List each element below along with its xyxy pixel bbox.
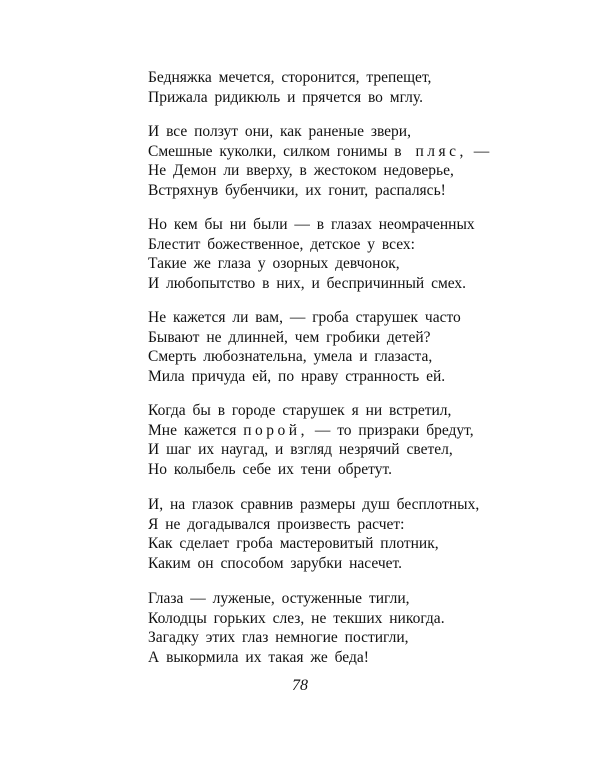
line-text: А выкормила их такая же беда! (148, 648, 369, 666)
line-text: Смерть любознательна, умела и глазаста, (148, 348, 433, 365)
stanza (148, 589, 445, 667)
verse-line (148, 88, 431, 108)
stanza (148, 122, 489, 200)
line-text: Бедняжка мечется, сторонится, трепещет, (148, 69, 432, 86)
verse-line (148, 589, 445, 609)
stanza (148, 495, 479, 573)
line-text: Не Демон ли вверху, в жестоком недоверье, (148, 162, 454, 179)
verse-line (148, 347, 461, 367)
verse-line (148, 648, 445, 668)
verse-line (148, 367, 461, 387)
verse-line (148, 328, 461, 348)
verse-line (148, 421, 474, 441)
line-text: И шаг их наугад, и взгляд незрячий светел, (148, 441, 453, 458)
line-text: Не кажется ли вам, — гроба старушек часто (148, 309, 461, 326)
line-text: Мне кажется (148, 421, 244, 439)
spaced-text: в пляс, (394, 142, 467, 160)
line-text: Такие же глаза у озорных девчонок, (148, 255, 400, 272)
verse-line (148, 254, 475, 274)
line-text: И любопытство в них, и беспричинный смех. (148, 274, 467, 292)
verse-line (148, 554, 479, 574)
verse-line (148, 609, 445, 629)
stanza (148, 308, 461, 386)
verse-line (148, 495, 479, 515)
line-text: Прижала ридикюль и прячется во мглу. (148, 88, 423, 106)
line-text: Но колыбель себе их тени обретут. (148, 460, 392, 478)
spaced-text: порой, (243, 421, 308, 439)
stanza (148, 401, 474, 479)
line-text: Колодцы горьких слез, не текших никогда. (148, 609, 445, 627)
verse-line (148, 440, 474, 460)
stanza (148, 215, 475, 293)
line-text: Смешные куколки, силком гонимы (148, 142, 395, 160)
verse-line (148, 181, 489, 201)
line-text: Но кем бы ни были — в глазах неомраченных (148, 216, 475, 233)
verse-line (148, 274, 475, 294)
verse-line (148, 68, 431, 88)
line-text: — то призраки бредут, (307, 421, 474, 439)
line-text: Каким он способом зарубки насечет. (148, 554, 402, 572)
verse-line (148, 515, 479, 535)
line-text: Блестит божественное, детское у всех: (148, 235, 415, 253)
verse-line (148, 534, 479, 554)
verse-line (148, 308, 461, 328)
verse-line (148, 628, 445, 648)
line-text: И, на глазок сравнив размеры душ бесплотных, (148, 496, 480, 513)
verse-line (148, 235, 475, 255)
line-text: Как сделает гроба мастеровитый плотник, (148, 535, 439, 552)
verse-line (148, 142, 489, 162)
line-text: И все ползут они, как раненые звери, (148, 123, 411, 140)
verse-line (148, 215, 475, 235)
page-number: 78 (292, 677, 308, 694)
line-text: Бывают не длинней, чем гробики детей? (148, 328, 431, 346)
line-text: Встряхнув бубенчики, их гонит, распалясь! (148, 181, 446, 199)
stanza (148, 68, 431, 107)
verse-line (148, 401, 474, 421)
line-text: Глаза — луженые, остуженные тигли, (148, 590, 410, 607)
line-text: — (466, 142, 490, 160)
verse-line (148, 122, 489, 142)
line-text: Я не догадывался произвесть расчет: (148, 515, 405, 533)
line-text: Когда бы в городе старушек я ни встретил, (148, 402, 452, 419)
verse-line (148, 460, 474, 480)
line-text: Мила причуда ей, по нраву странность ей. (148, 367, 446, 385)
verse-line (148, 161, 489, 181)
line-text: Загадку этих глаз немногие постигли, (148, 629, 409, 646)
